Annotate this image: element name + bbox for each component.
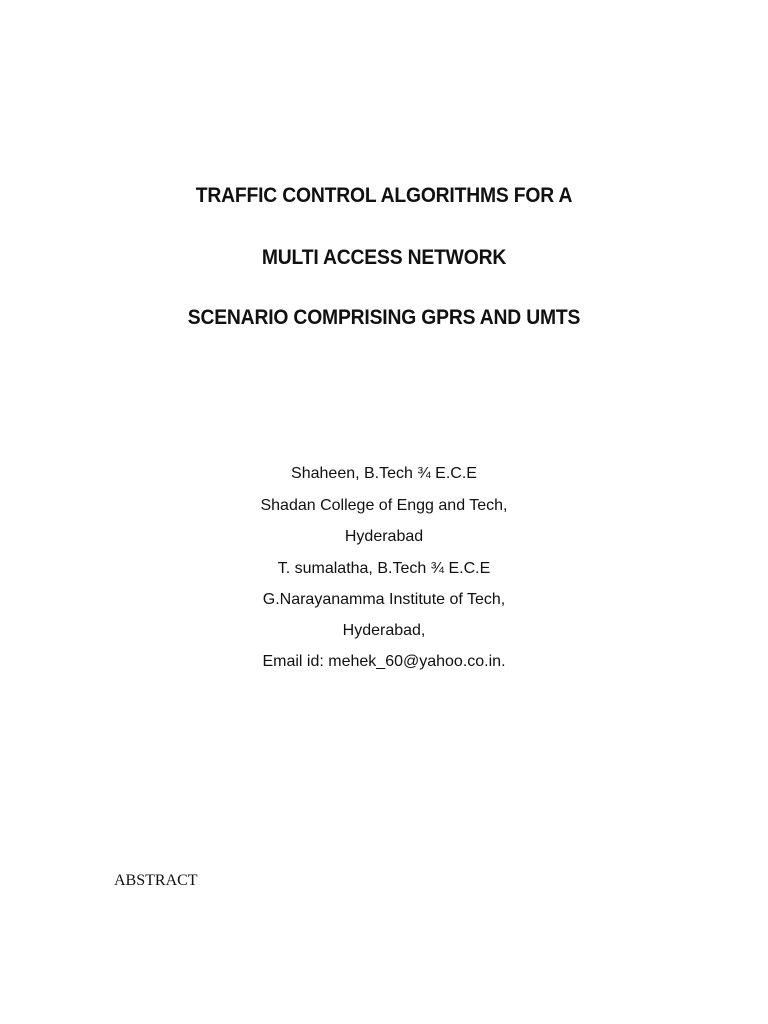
author-1-city: Hyderabad xyxy=(344,528,424,545)
author-1-affiliation: Shadan College of Engg and Tech, xyxy=(260,497,508,514)
author-2-affiliation: G.Narayanamma Institute of Tech, xyxy=(262,591,506,608)
author-2-name: T. sumalatha, B.Tech ¾ E.C.E xyxy=(277,560,491,577)
title-line-3: SCENARIO COMPRISING GPRS AND UMTS xyxy=(187,306,581,329)
author-2-city: Hyderabad, xyxy=(342,622,426,639)
abstract-heading: ABSTRACT xyxy=(114,872,198,889)
author-1-name: Shaheen, B.Tech ¾ E.C.E xyxy=(291,465,477,482)
title-line-2: MULTI ACCESS NETWORK xyxy=(261,246,507,269)
title-line-1: TRAFFIC CONTROL ALGORITHMS FOR A xyxy=(195,184,573,207)
contact-email: Email id: mehek_60@yahoo.co.in. xyxy=(262,653,506,670)
